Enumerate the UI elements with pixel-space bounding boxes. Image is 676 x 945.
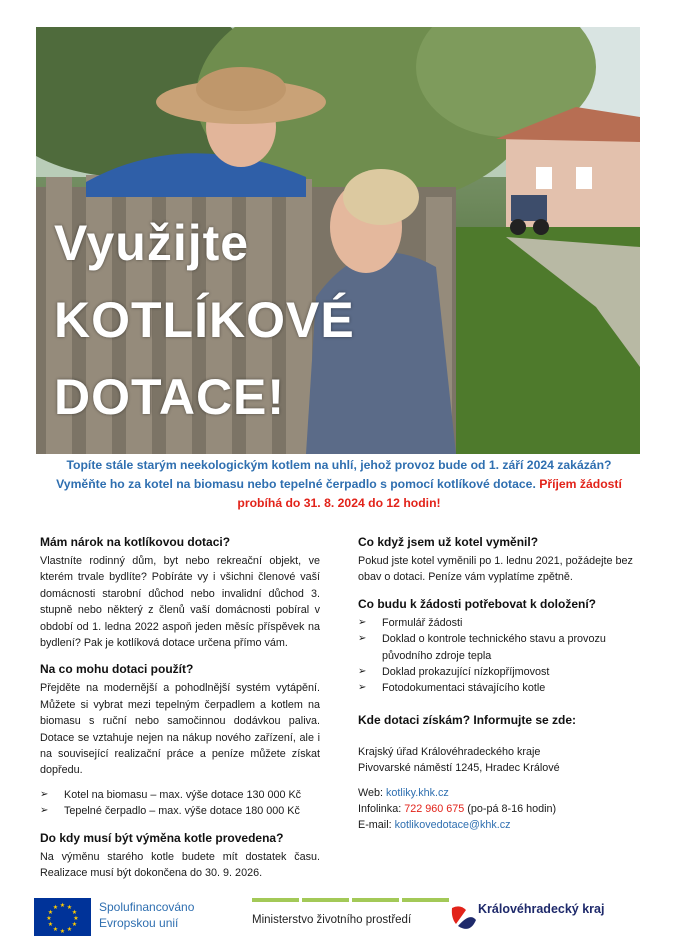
contact-heading: Kde dotaci získám? Informujte se zde: [358,712,577,727]
ministry-bars-icon [252,898,449,902]
usage-list [40,787,320,820]
intro-paragraph [40,456,638,513]
list-item: ➢ Tepelné čerpadlo – max. výše dotace 180 000 Kč [40,803,320,819]
web-link[interactable]: kotliky.khk.cz [386,786,449,799]
list-item: ➢ Kotel na biomasu – max. výše dotace 130 000 Kč [40,787,320,803]
phone-label: Infolinka: [358,803,402,816]
documents-section [358,597,640,697]
eligibility-heading: Mám nárok na kotlíkovou dotaci? [40,535,231,549]
region-name: Královéhradecký kraj [478,902,605,916]
web-label: Web: [358,786,384,799]
list-item: ➢ Doklad prokazující nízkopříjmovost [358,664,640,680]
replaced-text: Pokud jste kotel vyměnili po 1. lednu 2021, požádejte bez obav o dotaci. Peníze vám vyplatíme zpětně. [358,555,633,584]
office-name: Krajský úřad Královéhradeckého kraje [358,745,541,758]
contact-section [358,713,640,834]
svg-text:★: ★ [66,926,73,933]
documents-list [358,615,640,697]
ministry-name: Ministerstvo životního prostředí [252,914,412,926]
usage-section [40,662,320,819]
documents-heading: Co budu k žádosti potřebovat k doložení? [358,596,597,611]
phone-row [358,801,640,817]
svg-text:★: ★ [71,909,78,916]
svg-text:★: ★ [46,915,52,922]
deadline-heading: Do kdy musí být výměna kotle provedena? [40,830,284,845]
region-logo [450,896,640,940]
eu-flag-icon [34,898,91,936]
usage-heading: Na co mohu dotaci použít? [40,662,194,677]
svg-text:★: ★ [52,904,59,911]
email-row [358,817,640,833]
svg-text:★: ★ [71,921,78,928]
deadline-section [40,831,320,882]
hero-title [54,205,355,436]
arrow-bullet-icon: ➢ [358,616,367,628]
svg-text:★: ★ [66,904,73,911]
hero-title-line-1: Využijte [54,215,250,271]
svg-text:★: ★ [47,909,54,916]
phone-hours: (po-pá 8-16 hodin) [467,803,557,816]
arrow-bullet-icon: ➢ [358,633,367,645]
replaced-section [358,535,640,586]
hero-title-line-2: KOTLÍKOVÉ [54,292,355,348]
list-item: ➢ Fotodokumentaci stávajícího kotle [358,680,640,696]
right-column [358,535,640,834]
ministry-logo [252,898,449,926]
office-address: Pivovarské náměstí 1245, Hradec Králové [358,762,560,775]
hero-photo [36,27,640,454]
svg-text:★: ★ [59,902,66,909]
phone-number[interactable]: 722 960 675 [404,803,465,816]
list-item: ➢ Doklad o kontrole technického stavu a provozu původního zdroje tepla [358,633,606,662]
footer-logos [0,890,676,945]
left-column [40,535,320,893]
eu-cofinanced-label: Spolufinancováno Evropskou unií [99,900,195,930]
email-link[interactable]: kotlikovedotace@khk.cz [394,819,511,832]
svg-text:★: ★ [52,926,59,933]
deadline-text: Na výměnu starého kotle budete mít dostatek času. Realizace musí být dokončena do 30. 9. 2026. [40,850,320,880]
svg-text:★: ★ [73,915,79,922]
eligibility-section [40,535,320,651]
region-emblem-icon [450,900,478,940]
intro-text: Topíte stále starým neekologickým kotlem na uhlí, jehož provoz bude od 1. září 2024 zakázán? Vyměňte ho za kotel na biomasu nebo tepelné čerpadlo s pomocí kotlíkové dotace. [56,458,612,491]
intro-deadline: Příjem žádostí probíhá do 31. 8. 2024 do 12 hodin! [237,477,622,510]
eligibility-text: Vlastníte rodinný dům, byt nebo rekreační objekt, ve kterém trvale bydlíte? Pobíráte vy i všichni členové vaší domácnosti starobní důchod nebo invalidní důchod 3. stupně nebo některý z členů vaší domácnosti pobíral v období od 1. ledna 2022 aspoň jeden měsíc příspěvek na bydlení? Pak je kotlíková dotace určena přímo vám. [40,555,320,650]
arrow-bullet-icon: ➢ [40,788,49,800]
arrow-bullet-icon: ➢ [358,666,367,678]
arrow-bullet-icon: ➢ [40,805,49,817]
web-row [358,785,640,801]
svg-text:★: ★ [59,928,66,935]
email-label: E-mail: [358,819,392,832]
arrow-bullet-icon: ➢ [358,682,367,694]
svg-text:★: ★ [47,921,54,928]
list-item: ➢ Formulář žádosti [358,615,640,631]
replaced-heading: Co když jsem už kotel vyměnil? [358,535,539,549]
usage-text: Přejděte na modernější a pohodlnější systém vytápění. Můžete si vybrat mezi tepelným čerpadlem a kotlem na biomasu s ruční nebo samočinnou dodávkou paliva. Dotace se vztahuje nejen na nákup nového zařízení, ale i na související realizační práce a peníze můžete získat dopředu. [40,682,320,777]
hero-title-line-3: DOTACE! [54,369,286,425]
